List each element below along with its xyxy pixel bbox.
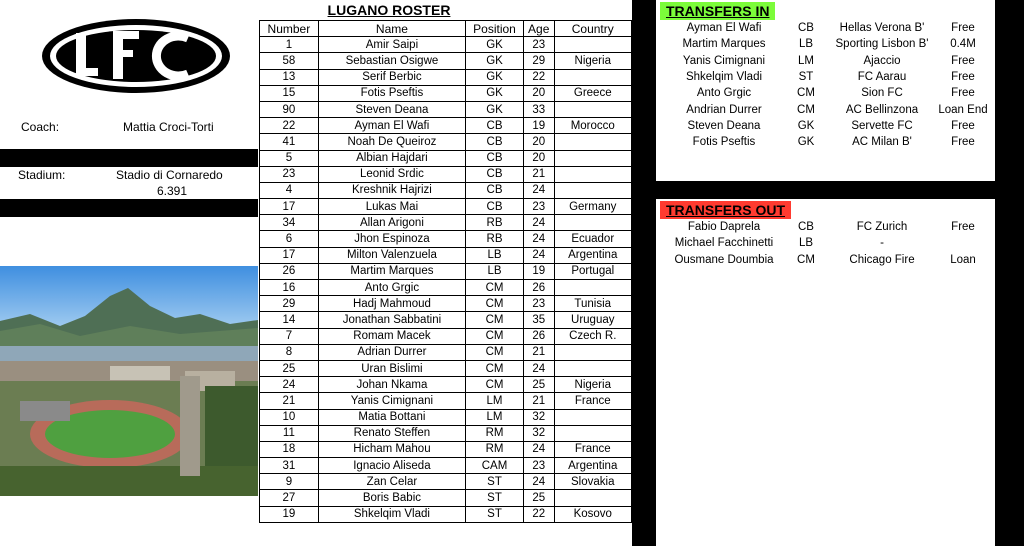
roster-cell-name: Adrian Durrer [318, 344, 465, 360]
transfers-out-panel [656, 199, 995, 546]
roster-row [260, 118, 632, 134]
roster-cell-name: Yanis Cimignani [318, 393, 465, 409]
roster-row [260, 53, 632, 69]
transfer-in-player: Yanis Cimignani [682, 54, 766, 67]
transfer-in-row [656, 118, 1016, 134]
roster-cell-country [554, 215, 632, 231]
transfer-in-player: Andrian Durrer [686, 103, 762, 116]
roster-cell-position: GK [466, 69, 524, 85]
roster-cell-position: CB [466, 134, 524, 150]
roster-cell-name: Fotis Pseftis [318, 85, 465, 101]
roster-cell-position: CB [466, 182, 524, 198]
roster-cell-position: GK [466, 85, 524, 101]
roster-row [260, 247, 632, 263]
roster-cell-age: 24 [523, 182, 554, 198]
roster-cell-age: 23 [523, 458, 554, 474]
roster-cell-number: 4 [260, 182, 319, 198]
roster-cell-country [554, 166, 632, 182]
roster-cell-number: 13 [260, 69, 319, 85]
roster-panel [258, 0, 632, 546]
roster-cell-number: 14 [260, 312, 319, 328]
roster-cell-country [554, 360, 632, 376]
transfer-in-row [656, 53, 1016, 69]
roster-cell-number: 26 [260, 263, 319, 279]
roster-cell-name: Ayman El Wafi [318, 118, 465, 134]
roster-cell-number: 24 [260, 377, 319, 393]
transfer-in-position: ST [798, 70, 814, 83]
roster-cell-number: 16 [260, 280, 319, 296]
roster-row [260, 360, 632, 376]
transfer-in-position: LM [798, 54, 814, 67]
roster-cell-age: 23 [523, 199, 554, 215]
roster-cell-number: 6 [260, 231, 319, 247]
transfer-in-club: FC Aarau [857, 70, 907, 83]
transfers-in-panel [656, 0, 995, 181]
roster-cell-name: Albian Hajdari [318, 150, 465, 166]
roster-cell-age: 24 [523, 215, 554, 231]
roster-cell-name: Johan Nkama [318, 377, 465, 393]
roster-cell-position: CB [466, 166, 524, 182]
transfer-out-club: FC Zurich [856, 221, 908, 233]
roster-cell-age: 20 [523, 150, 554, 166]
column-header-country: Country [554, 21, 632, 37]
transfer-in-fee: Free [951, 54, 975, 67]
transfer-in-fee: Free [951, 136, 975, 149]
roster-table [259, 20, 632, 523]
roster-cell-name: Allan Arigoni [318, 215, 465, 231]
roster-cell-number: 31 [260, 458, 319, 474]
transfer-out-position: CB [798, 221, 814, 233]
transfer-in-row [656, 102, 1016, 118]
roster-cell-name: Anto Grgic [318, 280, 465, 296]
roster-cell-age: 29 [523, 53, 554, 69]
roster-row [260, 69, 632, 85]
roster-row [260, 393, 632, 409]
roster-cell-country: Slovakia [554, 474, 632, 490]
roster-row [260, 474, 632, 490]
divider-bar [0, 149, 258, 167]
roster-cell-name: Boris Babic [318, 490, 465, 506]
roster-cell-number: 10 [260, 409, 319, 425]
roster-cell-number: 18 [260, 441, 319, 457]
roster-cell-name: Renato Steffen [318, 425, 465, 441]
roster-cell-name: Romam Macek [318, 328, 465, 344]
roster-cell-number: 8 [260, 344, 319, 360]
transfer-out-fee: Loan [950, 253, 976, 266]
roster-cell-age: 20 [523, 85, 554, 101]
roster-cell-number: 15 [260, 85, 319, 101]
roster-cell-age: 24 [523, 474, 554, 490]
roster-cell-position: ST [466, 474, 524, 490]
roster-cell-name: Kreshnik Hajrizi [318, 182, 465, 198]
roster-cell-number: 1 [260, 37, 319, 53]
roster-cell-age: 26 [523, 280, 554, 296]
roster-cell-age: 22 [523, 506, 554, 522]
roster-cell-age: 32 [523, 425, 554, 441]
roster-cell-country [554, 344, 632, 360]
transfer-in-row [656, 134, 1016, 150]
roster-cell-country: Tunisia [554, 296, 632, 312]
roster-cell-position: GK [466, 37, 524, 53]
roster-cell-position: RB [466, 215, 524, 231]
transfers-out-title: TRANSFERS OUT [660, 201, 791, 219]
roster-cell-position: ST [466, 490, 524, 506]
roster-cell-position: CAM [466, 458, 524, 474]
transfer-in-player: Fotis Pseftis [692, 136, 756, 149]
roster-cell-country: Uruguay [554, 312, 632, 328]
roster-cell-country [554, 37, 632, 53]
roster-cell-country: Morocco [554, 118, 632, 134]
transfer-in-position: CM [797, 103, 815, 116]
roster-cell-name: Amir Saipi [318, 37, 465, 53]
stadium-name: Stadio di Cornaredo [116, 168, 223, 182]
roster-cell-age: 35 [523, 312, 554, 328]
roster-row [260, 506, 632, 522]
roster-cell-country: Czech R. [554, 328, 632, 344]
transfer-in-position: CB [798, 22, 814, 34]
roster-cell-country [554, 280, 632, 296]
roster-cell-name: Hadj Mahmoud [318, 296, 465, 312]
transfer-in-club: Servette FC [851, 119, 913, 132]
roster-row [260, 215, 632, 231]
transfer-in-fee: Free [951, 22, 975, 34]
column-header-position: Position [466, 21, 524, 37]
column-header-name: Name [318, 21, 465, 37]
transfer-in-position: GK [797, 119, 815, 132]
roster-cell-country [554, 101, 632, 117]
roster-title: LUGANO ROSTER [327, 2, 451, 18]
transfer-out-position: CM [797, 253, 815, 266]
roster-cell-number: 27 [260, 490, 319, 506]
roster-cell-age: 20 [523, 134, 554, 150]
roster-cell-age: 26 [523, 328, 554, 344]
roster-row [260, 37, 632, 53]
column-header-age: Age [523, 21, 554, 37]
transfer-in-fee: Free [951, 70, 975, 83]
roster-cell-name: Hicham Mahou [318, 441, 465, 457]
roster-cell-age: 32 [523, 409, 554, 425]
roster-cell-country: Nigeria [554, 377, 632, 393]
roster-cell-position: CM [466, 280, 524, 296]
roster-row [260, 150, 632, 166]
roster-cell-country: Portugal [554, 263, 632, 279]
roster-cell-name: Noah De Queiroz [318, 134, 465, 150]
roster-row [260, 134, 632, 150]
transfer-out-club: - [880, 237, 884, 250]
transfer-in-club: AC Bellinzona [845, 103, 919, 116]
roster-cell-position: CM [466, 344, 524, 360]
roster-cell-position: LM [466, 393, 524, 409]
roster-row [260, 490, 632, 506]
roster-cell-position: CM [466, 377, 524, 393]
transfer-in-player: Steven Deana [687, 119, 761, 132]
roster-cell-country: Greece [554, 85, 632, 101]
transfer-in-position: LB [798, 38, 814, 51]
roster-cell-age: 21 [523, 393, 554, 409]
roster-cell-country: Kosovo [554, 506, 632, 522]
transfer-in-fee: Free [951, 119, 975, 132]
roster-cell-number: 19 [260, 506, 319, 522]
club-info-panel [0, 0, 258, 546]
roster-row [260, 231, 632, 247]
roster-cell-country: France [554, 393, 632, 409]
transfer-out-position: LB [798, 237, 814, 250]
roster-cell-position: CM [466, 328, 524, 344]
roster-cell-age: 24 [523, 231, 554, 247]
transfer-out-row [656, 219, 1016, 235]
transfer-in-position: CM [797, 87, 815, 100]
roster-cell-age: 24 [523, 360, 554, 376]
transfer-out-player: Michael Facchinetti [674, 237, 774, 250]
roster-cell-country: Nigeria [554, 53, 632, 69]
roster-header-row [260, 21, 632, 37]
transfer-out-player: Fabio Daprela [687, 221, 761, 233]
roster-cell-name: Martim Marques [318, 263, 465, 279]
column-header-number: Number [260, 21, 319, 37]
stadium-capacity: 6.391 [157, 184, 188, 198]
roster-row [260, 182, 632, 198]
coach-label: Coach: [21, 120, 60, 134]
transfer-in-player: Anto Grgic [696, 87, 752, 100]
roster-cell-position: CB [466, 199, 524, 215]
transfer-in-club: AC Milan B' [852, 136, 912, 149]
roster-cell-name: Zan Celar [318, 474, 465, 490]
transfer-out-player: Ousmane Doumbia [674, 253, 774, 266]
roster-cell-name: Ignacio Aliseda [318, 458, 465, 474]
roster-cell-age: 24 [523, 247, 554, 263]
roster-cell-number: 11 [260, 425, 319, 441]
roster-cell-name: Jhon Espinoza [318, 231, 465, 247]
roster-cell-age: 19 [523, 118, 554, 134]
roster-cell-number: 22 [260, 118, 319, 134]
roster-row [260, 280, 632, 296]
roster-cell-number: 17 [260, 247, 319, 263]
transfer-in-club: Ajaccio [863, 54, 901, 67]
roster-cell-number: 90 [260, 101, 319, 117]
roster-row [260, 441, 632, 457]
roster-cell-age: 24 [523, 441, 554, 457]
transfer-out-club: Chicago Fire [849, 253, 915, 266]
roster-cell-country [554, 425, 632, 441]
roster-cell-position: RB [466, 231, 524, 247]
roster-cell-country: France [554, 441, 632, 457]
roster-cell-number: 7 [260, 328, 319, 344]
roster-row [260, 101, 632, 117]
transfer-out-row [656, 252, 1016, 268]
roster-cell-country [554, 69, 632, 85]
roster-cell-name: Lukas Mai [318, 199, 465, 215]
transfer-in-fee: Loan End [938, 103, 988, 116]
roster-cell-number: 34 [260, 215, 319, 231]
roster-cell-age: 21 [523, 344, 554, 360]
roster-cell-age: 23 [523, 296, 554, 312]
transfer-in-club: Sporting Lisbon B' [835, 38, 929, 51]
transfer-in-player: Ayman El Wafi [686, 22, 762, 34]
transfer-in-position: GK [797, 136, 815, 149]
roster-cell-name: Uran Bislimi [318, 360, 465, 376]
roster-cell-position: RM [466, 425, 524, 441]
roster-row [260, 344, 632, 360]
roster-cell-number: 41 [260, 134, 319, 150]
roster-cell-country: Argentina [554, 247, 632, 263]
roster-cell-country: Argentina [554, 458, 632, 474]
roster-cell-position: LB [466, 263, 524, 279]
roster-cell-name: Jonathan Sabbatini [318, 312, 465, 328]
roster-row [260, 166, 632, 182]
roster-cell-position: GK [466, 101, 524, 117]
roster-cell-country [554, 150, 632, 166]
roster-row [260, 409, 632, 425]
coach-name: Mattia Croci-Torti [123, 120, 214, 134]
roster-cell-country: Ecuador [554, 231, 632, 247]
transfer-in-player: Shkelqim Vladi [685, 70, 763, 83]
roster-cell-age: 19 [523, 263, 554, 279]
roster-cell-age: 25 [523, 377, 554, 393]
roster-row [260, 328, 632, 344]
roster-cell-position: GK [466, 53, 524, 69]
roster-row [260, 296, 632, 312]
roster-cell-position: RM [466, 441, 524, 457]
transfer-in-club: Sion FC [861, 87, 903, 100]
roster-row [260, 312, 632, 328]
transfer-out-row [656, 235, 1016, 251]
roster-cell-position: CB [466, 150, 524, 166]
roster-cell-position: LB [466, 247, 524, 263]
transfer-in-row [656, 69, 1016, 85]
roster-row [260, 425, 632, 441]
transfer-in-fee: Free [951, 87, 975, 100]
roster-cell-number: 9 [260, 474, 319, 490]
transfers-in-title: TRANSFERS IN [660, 2, 775, 20]
club-logo [38, 16, 234, 96]
stadium-photo [0, 266, 258, 496]
roster-row [260, 263, 632, 279]
roster-cell-age: 23 [523, 37, 554, 53]
roster-row [260, 85, 632, 101]
stadium-label: Stadium: [18, 168, 66, 182]
roster-cell-number: 5 [260, 150, 319, 166]
roster-cell-name: Serif Berbic [318, 69, 465, 85]
roster-row [260, 458, 632, 474]
divider-bar [0, 199, 258, 217]
roster-cell-country: Germany [554, 199, 632, 215]
roster-cell-number: 58 [260, 53, 319, 69]
roster-cell-name: Milton Valenzuela [318, 247, 465, 263]
transfer-in-row [656, 20, 1016, 36]
roster-cell-country [554, 182, 632, 198]
roster-cell-country [554, 409, 632, 425]
roster-row [260, 377, 632, 393]
roster-cell-number: 25 [260, 360, 319, 376]
roster-cell-position: CM [466, 360, 524, 376]
roster-cell-country [554, 490, 632, 506]
roster-cell-name: Shkelqim Vladi [318, 506, 465, 522]
roster-cell-name: Matia Bottani [318, 409, 465, 425]
roster-cell-position: LM [466, 409, 524, 425]
roster-cell-position: CM [466, 296, 524, 312]
transfer-in-row [656, 36, 1016, 52]
roster-cell-name: Leonid Srdic [318, 166, 465, 182]
roster-row [260, 199, 632, 215]
roster-cell-age: 21 [523, 166, 554, 182]
roster-cell-country [554, 134, 632, 150]
transfer-in-row [656, 85, 1016, 101]
roster-cell-name: Steven Deana [318, 101, 465, 117]
transfer-in-club: Hellas Verona B' [839, 22, 925, 34]
roster-cell-position: CB [466, 118, 524, 134]
roster-cell-position: CM [466, 312, 524, 328]
roster-cell-age: 22 [523, 69, 554, 85]
roster-cell-position: ST [466, 506, 524, 522]
roster-cell-name: Sebastian Osigwe [318, 53, 465, 69]
roster-cell-number: 17 [260, 199, 319, 215]
transfer-in-fee: 0.4M [950, 38, 976, 51]
transfer-out-fee: Free [951, 221, 975, 233]
roster-cell-age: 25 [523, 490, 554, 506]
roster-cell-number: 21 [260, 393, 319, 409]
roster-cell-age: 33 [523, 101, 554, 117]
roster-cell-number: 23 [260, 166, 319, 182]
roster-cell-number: 29 [260, 296, 319, 312]
transfer-in-player: Martim Marques [682, 38, 766, 51]
